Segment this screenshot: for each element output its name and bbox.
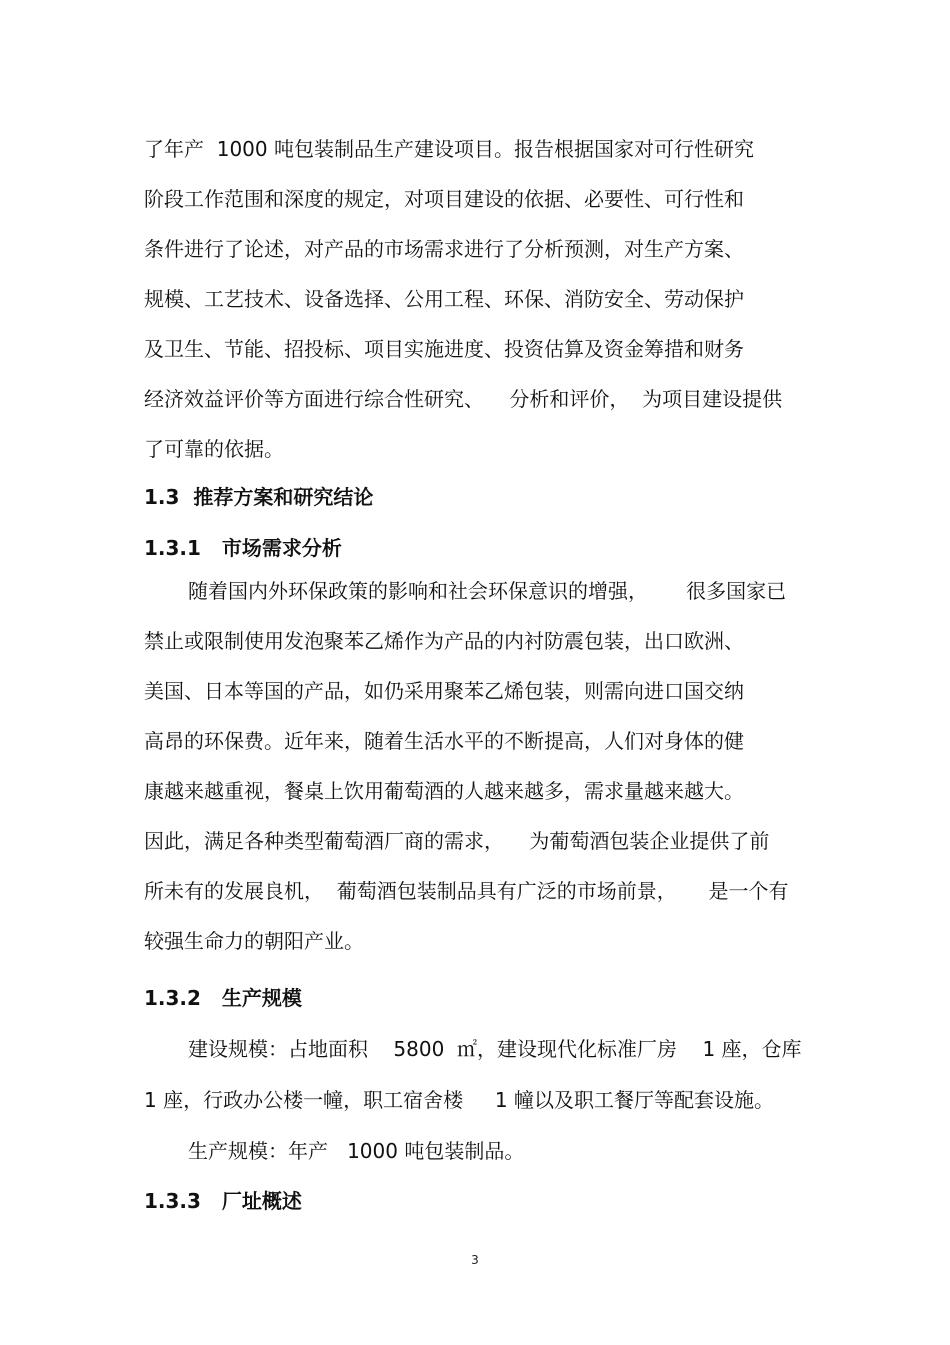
market-line-7: 所未有的发展良机， 葡萄酒包装制品具有广泛的市场前景， 是一个有 (144, 879, 789, 903)
market-line-8: 较强生命力的朝阳产业。 (144, 929, 364, 953)
scale-line-3: 生产规模：年产 1000 吨包装制品。 (188, 1139, 525, 1163)
intro-line-6: 经济效益评价等方面进行综合性研究、 分析和评价， 为项目建设提供 (144, 387, 783, 411)
section-heading-1-3-1: 1.3.1 市场需求分析 (144, 536, 342, 560)
intro-line-1: 了年产 1000 吨包装制品生产建设项目。报告根据国家对可行性研究 (144, 137, 754, 161)
intro-line-7: 了可靠的依据。 (144, 437, 284, 461)
scale-line-1: 建设规模：占地面积 5800 ㎡，建设现代化标准厂房 1 座，仓库 (188, 1037, 802, 1061)
market-line-1: 随着国内外环保政策的影响和社会环保意识的增强， 很多国家已 (188, 579, 787, 603)
intro-line-5: 及卫生、节能、招投标、项目实施进度、投资估算及资金筹措和财务 (144, 337, 744, 361)
market-line-4: 高昂的环保费。近年来，随着生活水平的不断提高，人们对身体的健 (144, 729, 744, 753)
scale-line-2: 1 座，行政办公楼一幢，职工宿舍楼 1 幢以及职工餐厅等配套设施。 (144, 1088, 774, 1112)
market-line-6: 因此，满足各种类型葡萄酒厂商的需求， 为葡萄酒包装企业提供了前 (144, 829, 770, 853)
section-heading-1-3-2: 1.3.2 生产规模 (144, 986, 302, 1010)
market-line-2: 禁止或限制使用发泡聚苯乙烯作为产品的内衬防震包装，出口欧洲、 (144, 629, 744, 653)
intro-line-4: 规模、工艺技术、设备选择、公用工程、环保、消防安全、劳动保护 (144, 287, 744, 311)
section-heading-1-3-3: 1.3.3 厂址概述 (144, 1189, 302, 1213)
intro-line-2: 阶段工作范围和深度的规定，对项目建设的依据、必要性、可行性和 (144, 187, 744, 211)
market-line-3: 美国、日本等国的产品，如仍采用聚苯乙烯包装，则需向进口国交纳 (144, 679, 744, 703)
page-number: 3 (471, 1253, 479, 1267)
intro-line-3: 条件进行了论述，对产品的市场需求进行了分析预测，对生产方案、 (144, 237, 744, 261)
market-line-5: 康越来越重视，餐桌上饮用葡萄酒的人越来越多，需求量越来越大。 (144, 779, 744, 803)
section-heading-1-3: 1.3 推荐方案和研究结论 (144, 485, 374, 509)
